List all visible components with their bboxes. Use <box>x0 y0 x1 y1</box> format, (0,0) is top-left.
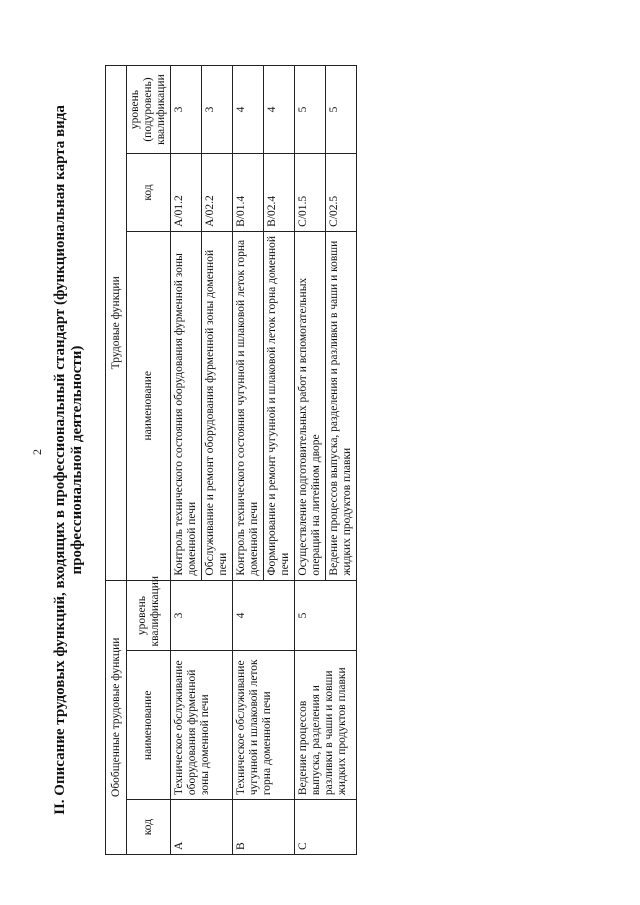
header-code: код <box>127 800 171 855</box>
func-name: Контроль технического состояния чугунной и шлаковой леток горна доменной печи <box>233 231 264 580</box>
gen-code: A <box>171 800 233 855</box>
func-level: 4 <box>264 66 295 154</box>
gen-level: 3 <box>171 580 233 651</box>
table-row <box>171 66 202 855</box>
func-name: Осуществление подготовительных работ и вспомогательных операций на литейном дворе <box>295 231 326 580</box>
func-name: Формирование и ремонт чугунной и шлаковой леток горна доменной печи <box>264 231 295 580</box>
func-name: Контроль технического состояния оборудования фурменной зоны доменной печи <box>171 231 202 580</box>
gen-name: Ведение процессов выпуска, разделения и разливки в чаши и ковши жидких продуктов плавки <box>295 651 357 800</box>
section-title: II. Описание трудовых функций, входящих в профессиональный стандарт (функциональная карта вида профессиональной деятельности) <box>52 105 85 815</box>
func-code: C/02.5 <box>326 154 357 232</box>
func-level: 5 <box>326 66 357 154</box>
functional-map-table <box>105 65 357 855</box>
table-row <box>233 66 264 855</box>
header-function-name: наименование <box>127 231 171 580</box>
header-function-code: код <box>127 154 171 232</box>
gen-level: 4 <box>233 580 295 651</box>
header-name: наименование <box>127 651 171 800</box>
func-code: B/01.4 <box>233 154 264 232</box>
func-level: 5 <box>295 66 326 154</box>
header-level: уровень квалификации <box>127 580 171 651</box>
func-code: B/02.4 <box>264 154 295 232</box>
gen-name: Техническое обслуживание оборудования фурменной зоны доменной печи <box>171 651 233 800</box>
gen-code: B <box>233 800 295 855</box>
func-level: 3 <box>202 66 233 154</box>
header-sublevel: уровень (подуровень) квалификации <box>127 66 171 154</box>
page-number: 2 <box>30 449 44 455</box>
func-code: A/01.2 <box>171 154 202 232</box>
gen-code: C <box>295 800 357 855</box>
func-name: Обслуживание и ремонт оборудования фурменной зоны доменной печи <box>202 231 233 580</box>
func-name: Ведение процессов выпуска, разделения и разливки в чаши и ковши жидких продуктов плавки <box>326 231 357 580</box>
table-row <box>295 66 326 855</box>
gen-name: Техническое обслуживание чугунной и шлаковой леток горна доменной печи <box>233 651 295 800</box>
func-level: 4 <box>233 66 264 154</box>
func-code: C/01.5 <box>295 154 326 232</box>
func-code: A/02.2 <box>202 154 233 232</box>
header-generalized-functions: Обобщенные трудовые функции <box>106 580 127 854</box>
rotated-page-content <box>52 65 592 855</box>
header-labor-functions: Трудовые функции <box>106 66 127 581</box>
func-level: 3 <box>171 66 202 154</box>
gen-level: 5 <box>295 580 357 651</box>
